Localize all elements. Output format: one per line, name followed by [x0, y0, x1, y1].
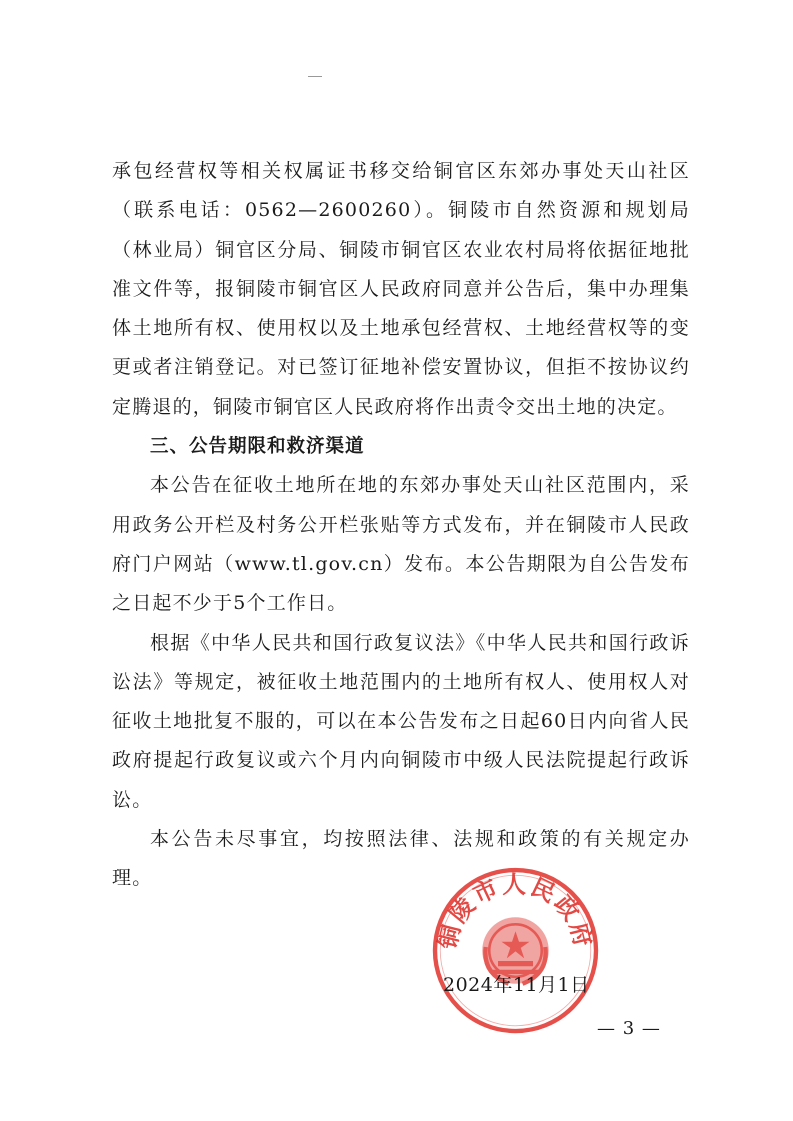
publication-paragraph: 本公告在征收土地所在地的东郊办事处天山社区范围内，采用政务公开栏及村务公开栏张贴等方式发布，并在铜陵市人民政府门户网站（www.tl.gov.cn）发布。本公告期限为自公告发布之日起不少于5个工作日。 [112, 474, 690, 615]
closing-paragraph: 本公告未尽事宜，均按照法律、法规和政策的有关规定办理。 [112, 828, 690, 890]
document-body [112, 152, 690, 899]
official-seal [428, 863, 603, 1038]
remedy-paragraph: 根据《中华人民共和国行政复议法》《中华人民共和国行政诉讼法》等规定，被征收土地范围内的土地所有权人、使用权人对征收土地批复不服的，可以在本公告发布之日起60日内向省人民政府提起行政复议或六个月内向铜陵市中级人民法院提起行政诉讼。 [112, 631, 690, 811]
seal-text: 铜陵市人民政府 [433, 870, 598, 952]
scan-mark [308, 76, 322, 77]
issue-date: 2024年11月1日 [443, 974, 590, 996]
section-heading: 三、公告期限和救济渠道 [150, 436, 365, 458]
page-number: — 3 — [597, 1018, 661, 1039]
continued-paragraph: 承包经营权等相关权属证书移交给铜官区东郊办事处天山社区（联系电话：0562—2600260）。铜陵市自然资源和规划局（林业局）铜官区分局、铜陵市铜官区农业农村局将依据征地批准文件等，报铜陵市铜官区人民政府同意并公告后，集中办理集体土地所有权、使用权以及土地承包经营权、土地经营权等的变更或者注销登记。对已签订征地补偿安置协议，但拒不按协议约定腾退的，铜陵市铜官区人民政府将作出责令交出土地的决定。 [112, 160, 690, 418]
